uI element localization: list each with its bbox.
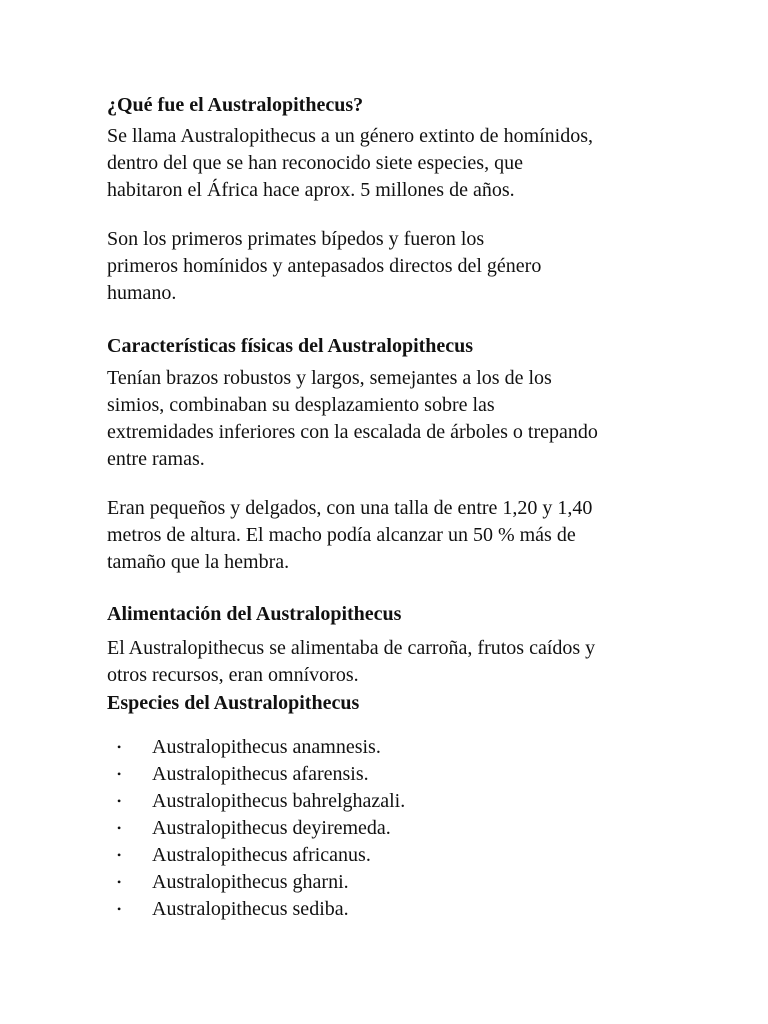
text-line: dentro del que se han reconocido siete especies, que [107, 152, 523, 174]
list-item [107, 788, 707, 815]
paragraph-arms [107, 365, 707, 473]
species-name: Australopithecus bahrelghazali. [152, 790, 406, 812]
text-line: Se llama Australopithecus a un género extinto de homínidos, [107, 125, 594, 147]
text-line: primeros homínidos y antepasados directos del género [107, 255, 542, 277]
species-name: Australopithecus afarensis. [152, 763, 369, 785]
paragraph-bipedal [107, 226, 707, 307]
species-name: Australopithecus deyiremeda. [152, 817, 391, 839]
species-name: Australopithecus africanus. [152, 844, 371, 866]
text-line: El Australopithecus se alimentaba de carroña, frutos caídos y [107, 637, 596, 659]
list-item [107, 815, 707, 842]
species-name: Australopithecus anamnesis. [152, 736, 381, 758]
heading-what-was: ¿Qué fue el Australopithecus? [107, 94, 364, 116]
paragraph-diet [107, 635, 707, 689]
paragraph-definition [107, 123, 707, 204]
list-item [107, 896, 707, 923]
text-line: metros de altura. El macho podía alcanzar un 50 % más de [107, 524, 576, 546]
document-page [107, 92, 707, 923]
list-item [107, 842, 707, 869]
text-line: simios, combinaban su desplazamiento sobre las [107, 394, 495, 416]
bullet-icon: • [117, 740, 122, 754]
text-line: humano. [107, 282, 177, 304]
bullet-icon: • [117, 875, 122, 889]
list-item [107, 734, 707, 761]
text-line: tamaño que la hembra. [107, 551, 290, 573]
species-list [107, 734, 707, 923]
text-line: Eran pequeños y delgados, con una talla de entre 1,20 y 1,40 [107, 497, 593, 519]
bullet-icon: • [117, 794, 122, 808]
paragraph-size [107, 495, 707, 576]
bullet-icon: • [117, 848, 122, 862]
heading-physical-traits: Características físicas del Australopithecus [107, 335, 474, 357]
heading-species: Especies del Australopithecus [107, 692, 360, 714]
text-line: habitaron el África hace aprox. 5 millones de años. [107, 179, 515, 201]
species-name: Australopithecus gharni. [152, 871, 349, 893]
bullet-icon: • [117, 821, 122, 835]
list-item [107, 761, 707, 788]
text-line: extremidades inferiores con la escalada de árboles o trepando [107, 421, 598, 443]
text-line: entre ramas. [107, 448, 205, 470]
text-line: Son los primeros primates bípedos y fueron los [107, 228, 485, 250]
text-line: Tenían brazos robustos y largos, semejantes a los de los [107, 367, 552, 389]
species-name: Australopithecus sediba. [152, 898, 349, 920]
heading-diet: Alimentación del Australopithecus [107, 603, 402, 625]
bullet-icon: • [117, 902, 122, 916]
list-item [107, 869, 707, 896]
bullet-icon: • [117, 767, 122, 781]
text-line: otros recursos, eran omnívoros. [107, 664, 359, 686]
